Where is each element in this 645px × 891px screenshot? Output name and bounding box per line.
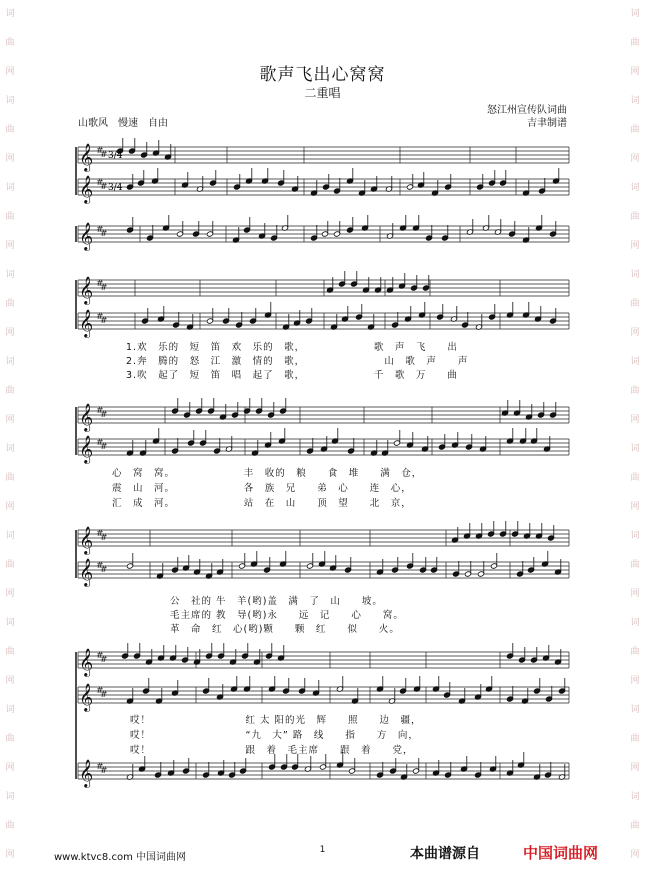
- sharp-sign: #: [96, 686, 104, 696]
- sharp-sign: #: [96, 651, 104, 661]
- lyrics-s4-v3: 革 命 红 心(哟)颗 颗 红 似 火。: [170, 624, 400, 635]
- sharp-sign: #: [100, 410, 108, 420]
- sharp-sign: #: [100, 655, 108, 665]
- sharp-sign: #: [100, 565, 108, 575]
- clef-symbol: 𝄞: [79, 648, 94, 676]
- sharp-sign: #: [100, 316, 108, 326]
- sharp-sign: #: [96, 406, 104, 416]
- lyrics-s4-v2: 毛主席的 教 导(哟)永 远 记 心 窝。: [170, 610, 404, 621]
- sharp-sign: #: [100, 283, 108, 293]
- clef-symbol: 𝄞: [79, 526, 94, 554]
- lyrics-s5-v3: 哎！ 跟 着 毛主席 跟 着 党，: [130, 745, 414, 756]
- watermark-right: 词曲网词曲网词曲网词曲网词曲网词曲网词曲网词曲网词曲网词曲网: [630, 9, 640, 860]
- sharp-sign: #: [96, 279, 104, 289]
- lyrics-s2-v3: 3.吹 起了 短 笛 唱 起了 歌， 千 歌 万 曲: [126, 370, 458, 381]
- clef-symbol: 𝄞: [79, 435, 94, 463]
- clef-symbol: 𝄞: [79, 175, 94, 203]
- time-signature-2: 3/4: [108, 183, 123, 193]
- lyrics-s5-v2: 哎！ “九 大” 路 线 指 方 向，: [130, 730, 419, 741]
- clef-symbol: 𝄞: [79, 558, 94, 586]
- sharp-sign: #: [96, 178, 104, 188]
- sharp-sign: #: [100, 442, 108, 452]
- arrange-credit: 吉聿制谱: [527, 118, 567, 129]
- sharp-sign: #: [96, 225, 104, 235]
- footer-site: www.ktvc8.com 中国词曲网: [54, 852, 187, 863]
- sharp-sign: #: [96, 146, 104, 156]
- sharp-sign: #: [100, 766, 108, 776]
- lyrics-s4-v1: 公 社的 牛 羊(哟)盖 满 了 山 坡。: [170, 596, 383, 607]
- time-signature-1: 3/4: [108, 151, 123, 161]
- clef-symbol: 𝄞: [79, 276, 94, 304]
- footer-brand-name: 中国词曲网: [523, 844, 599, 862]
- sharp-sign: #: [96, 529, 104, 539]
- lyrics-s3-v2: 震 山 河。 各 族 兄 弟 心 连 心，: [112, 483, 412, 494]
- sharp-sign: #: [100, 182, 108, 192]
- tempo-marking: 山歌风 慢速 自由: [78, 118, 168, 129]
- lyrics-s2-v2: 2.奔 腾的 怒 江 激 情的 歌， 山 歌 声 声: [126, 356, 469, 367]
- song-subtitle: 二重唱: [304, 86, 341, 100]
- sharp-sign: #: [100, 229, 108, 239]
- clef-symbol: 𝄞: [79, 309, 94, 337]
- clef-symbol: 𝄞: [79, 683, 94, 711]
- watermark-left: 词曲网词曲网词曲网词曲网词曲网词曲网词曲网词曲网词曲网词曲网: [5, 9, 15, 860]
- lyrics-s5-v1: 哎！ 红 太 阳的光 辉 照 边 疆，: [130, 715, 422, 726]
- clef-symbol: 𝄞: [79, 143, 94, 171]
- sharp-sign: #: [96, 438, 104, 448]
- lyrics-s2-v1: 1.欢 乐的 短 笛 欢 乐的 歌， 歌 声 飞 出: [126, 342, 458, 353]
- lyrics-credit: 怒江州宣传队词曲: [487, 105, 567, 116]
- sharp-sign: #: [96, 312, 104, 322]
- clef-symbol: 𝄞: [79, 403, 94, 431]
- song-title: 歌声飞出心窝窝: [259, 65, 386, 85]
- sharp-sign: #: [100, 533, 108, 543]
- clef-symbol: 𝄞: [79, 222, 94, 250]
- sharp-sign: #: [96, 762, 104, 772]
- lyrics-s3-v3: 汇 成 河。 站 在 山 顶 望 北 京，: [112, 498, 412, 509]
- sharp-sign: #: [100, 150, 108, 160]
- lyrics-s3-v1: 心 窝 窝。 丰 收的 粮 食 堆 满 仓，: [112, 468, 423, 479]
- page-number: 1: [319, 845, 326, 855]
- sharp-sign: #: [96, 561, 104, 571]
- sharp-sign: #: [100, 690, 108, 700]
- clef-symbol: 𝄞: [79, 759, 94, 787]
- footer-brand-source: 本曲谱源自: [410, 846, 480, 862]
